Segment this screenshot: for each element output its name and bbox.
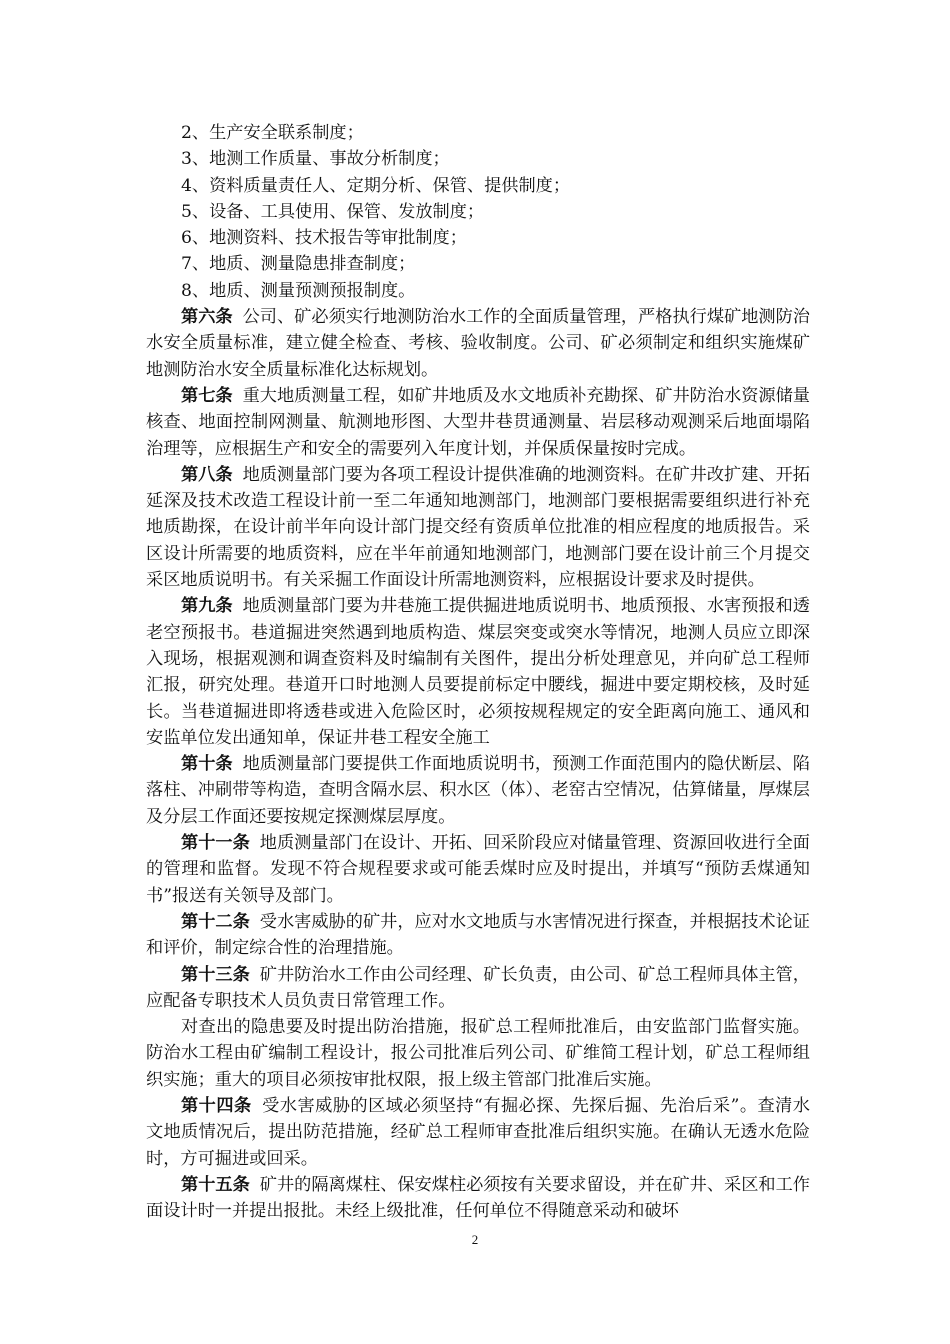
list-item: 6、地测资料、技术报告等审批制度； bbox=[181, 228, 467, 249]
article-13 bbox=[146, 962, 810, 1015]
article-text: 地质测量部门要为各项工程设计提供准确的地测资料。在矿井改扩建、开拓延深及技术改造工程设计前一至二年通知地测部门，地测部门要根据需要组织进行补充地质勘探，在设计前半年向设计部门提交经有资质单位批准的相应程度的地质报告。采区设计所需要的地质资料，应在半年前通知地测部门，地测部门要在设计前三个月提交采区地质说明书。有关采掘工作面设计所需地测资料，应根据设计要求及时提供。 bbox=[146, 464, 810, 591]
article-13-note: 对查出的隐患要及时提出防治措施，报矿总工程师批准后，由安监部门监督实施。防治水工程由矿编制工程设计，报公司批准后列公司、矿维简工程计划，矿总工程师组织实施；重大的项目必须按审批权限，报上级主管部门批准后实施。 bbox=[146, 1017, 810, 1090]
article-text: 地质测量部门要提供工作面地质说明书，预测工作面范围内的隐伏断层、陷落柱、冲刷带等构造，查明含隔水层、积水区（体）、老窑古空情况，估算储量，厚煤层及分层工作面还要按规定探测煤层厚度。 bbox=[146, 754, 810, 827]
list-item: 4、资料质量责任人、定期分析、保管、提供制度； bbox=[181, 175, 571, 196]
article-title: 第八条 bbox=[181, 464, 233, 485]
article-text: 重大地质测量工程，如矿井地质及水文地质补充勘探、矿井防治水资源储量核查、地面控制网测量、航测地形图、大型井巷贯通测量、岩层移动观测采后地面塌陷治理等，应根据生产和安全的需要列入年度计划，并保质保量按时完成。 bbox=[146, 385, 810, 459]
article-title: 第十一条 bbox=[181, 833, 250, 854]
list-item: 8、地质、测量预测预报制度。 bbox=[181, 280, 416, 301]
list-item: 7、地质、测量隐患排查制度； bbox=[181, 254, 416, 275]
article-text: 地质测量部门要为井巷施工提供掘进地质说明书、地质预报、水害预报和透老空预报书。巷道掘进突然遇到地质构造、煤层突变或突水等情况，地测人员应立即深入现场，根据观测和调查资料及时编制有关图件，提出分析处理意见，并向矿总工程师汇报，研究处理。巷道开口时地测人员要提前标定中腰线，掘进中要定期校核，及时延长。当巷道掘进即将透巷或进入危险区时，必须按规程规定的安全距离向施工、通风和安监单位发出通知单，保证井巷工程安全施工 bbox=[146, 596, 810, 748]
article-title: 第十条 bbox=[181, 754, 233, 775]
page-number: 2 bbox=[471, 1232, 479, 1247]
article-10 bbox=[146, 751, 810, 830]
article-8 bbox=[146, 462, 810, 593]
document-body bbox=[146, 120, 810, 1224]
article-14 bbox=[146, 1093, 810, 1172]
article-11 bbox=[146, 830, 810, 909]
article-text: 受水害威胁的区域必须坚持“有掘必探、先探后掘、先治后采”。查清水文地质情况后，提出防范措施，经矿总工程师审查批准后组织实施。在确认无透水危险时，方可掘进或回采。 bbox=[146, 1095, 810, 1169]
article-7 bbox=[146, 383, 810, 462]
list-item: 3、地测工作质量、事故分析制度； bbox=[181, 149, 450, 170]
list-item: 5、设备、工具使用、保管、发放制度； bbox=[181, 201, 485, 222]
article-6 bbox=[146, 304, 810, 383]
article-text: 矿井防治水工作由公司经理、矿长负责，由公司、矿总工程师具体主管，应配备专职技术人员负责日常管理工作。 bbox=[146, 964, 810, 1011]
article-text: 地质测量部门在设计、开拓、回采阶段应对储量管理、资源回收进行全面的管理和监督。发现不符合规程要求或可能丢煤时应及时提出，并填写“预防丢煤通知书”报送有关领导及部门。 bbox=[146, 833, 810, 906]
article-text: 受水害威胁的矿井，应对水文地质与水害情况进行探查，并根据技术论证和评价，制定综合性的治理措施。 bbox=[146, 911, 810, 959]
article-15 bbox=[146, 1172, 810, 1225]
article-title: 第九条 bbox=[181, 596, 233, 617]
article-12 bbox=[146, 909, 810, 962]
article-title: 第十四条 bbox=[181, 1095, 252, 1116]
article-text: 矿井的隔离煤柱、保安煤柱必须按有关要求留设，并在矿井、采区和工作面设计时一并提出报批。未经上级批准，任何单位不得随意采动和破坏 bbox=[146, 1174, 810, 1222]
article-title: 第六条 bbox=[181, 307, 233, 328]
article-text: 公司、矿必须实行地测防治水工作的全面质量管理，严格执行煤矿地测防治水安全质量标准，建立健全检查、考核、验收制度。公司、矿必须制定和组织实施煤矿地测防治水安全质量标准化达标规划。 bbox=[146, 307, 810, 380]
list-item: 2、生产安全联系制度； bbox=[181, 123, 364, 143]
article-title: 第十三条 bbox=[181, 964, 250, 985]
article-title: 第十二条 bbox=[181, 911, 250, 932]
article-9 bbox=[146, 593, 810, 751]
article-title: 第十五条 bbox=[181, 1174, 250, 1195]
article-title: 第七条 bbox=[181, 385, 233, 406]
